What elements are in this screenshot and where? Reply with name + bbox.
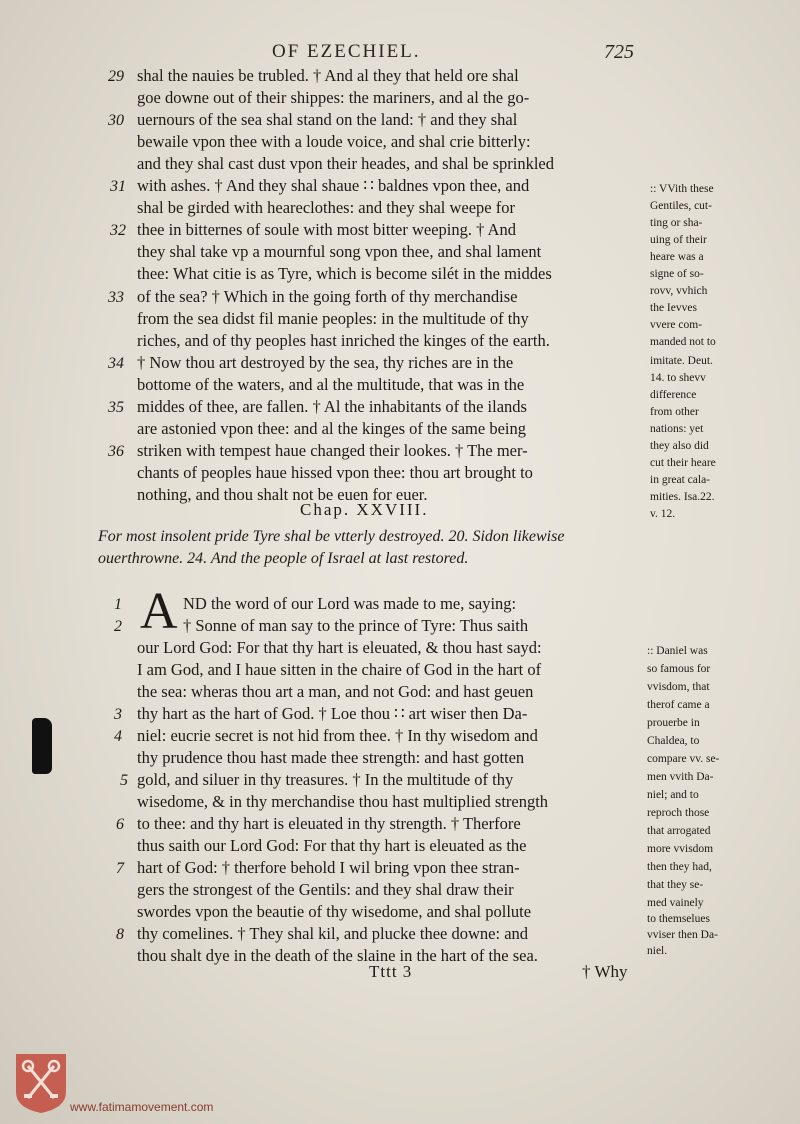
- verse-number: 7: [116, 860, 124, 877]
- watermark-url: www.fatimamovement.com: [70, 1100, 214, 1114]
- text-line: ND the word of our Lord was made to me, saying:: [183, 594, 517, 613]
- note-line: men vvith Da-: [647, 771, 714, 783]
- text-line: the sea: wheras thou art a man, and not God: and hast geuen: [137, 682, 534, 701]
- page-number: 725: [604, 41, 634, 63]
- note-line: rovv, vvhich: [650, 285, 708, 297]
- note-line: 14. to shevv: [650, 372, 706, 384]
- note-line: manded not to: [650, 336, 716, 348]
- note-line: in great cala-: [650, 474, 711, 486]
- note-line: that arrogated: [647, 825, 711, 837]
- verse-number: 8: [116, 926, 124, 943]
- note-line: med vainely: [647, 897, 704, 909]
- chapter-argument: For most insolent pride Tyre shal be vtterly destroyed. 20. Sidon likewise: [98, 528, 565, 545]
- text-line: striken with tempest haue changed their lookes. † The mer-: [137, 441, 528, 460]
- text-line: thee: What citie is as Tyre, which is become silét in the middes: [137, 264, 552, 283]
- text-line: thy prudence thou hast made thee strength: and hast gotten: [137, 748, 525, 767]
- running-head: OF EZECHIEL.: [272, 41, 421, 62]
- drop-cap: A: [140, 583, 178, 640]
- note-line: compare vv. se-: [647, 753, 720, 765]
- note-line: vviser then Da-: [647, 929, 718, 941]
- text-line: bottome of the waters, and al the multitude, that was in the: [137, 375, 525, 394]
- verse-number: 33: [108, 289, 124, 306]
- text-line: our Lord God: For that thy hart is eleuated, & thou hast sayd:: [137, 638, 542, 657]
- verse-number: 31: [110, 178, 126, 195]
- page-header: [0, 41, 800, 65]
- text-line: I am God, and I haue sitten in the chaire of God in the hart of: [137, 660, 542, 679]
- note-line: signe of so-: [650, 268, 704, 280]
- text-line: goe downe out of their shippes: the mariners, and al the go-: [137, 88, 530, 107]
- verse-number: 34: [108, 355, 124, 372]
- note-line: uing of their: [650, 234, 707, 246]
- text-line: of the sea? † Which in the going forth of thy merchandise: [137, 287, 518, 306]
- verse-number: 3: [114, 706, 122, 723]
- note-line: imitate. Deut.: [650, 355, 713, 367]
- text-line: are astonied vpon thee: and al the kinges of the same being: [137, 419, 526, 438]
- verse-number: 6: [116, 816, 124, 833]
- catchword: † Why: [582, 962, 628, 981]
- text-line: † Now thou art destroyed by the sea, thy riches are in the: [137, 353, 514, 372]
- note-line: from other: [650, 406, 699, 418]
- note-line: :: VVith these: [650, 183, 714, 195]
- text-line: niel: eucrie secret is not hid from thee. † In thy wisedom and: [137, 726, 538, 745]
- chapter-heading: Chap. XXVIII.: [300, 500, 429, 519]
- text-line: from the sea didst fil manie peoples: in the multitude of thy: [137, 309, 529, 328]
- papal-keys-logo-icon: [14, 1052, 68, 1114]
- note-line: v. 12.: [650, 508, 676, 520]
- text-line: bewaile vpon thee with a loude voice, and shal crie bitterly:: [137, 132, 531, 151]
- verse-number: 36: [108, 443, 124, 460]
- note-line: niel; and to: [647, 789, 699, 801]
- text-line: and they shal cast dust vpon their heades, and shal be sprinkled: [137, 154, 554, 173]
- note-line: mities. Isa.22.: [650, 491, 715, 503]
- note-line: Chaldea, to: [647, 735, 700, 747]
- note-line: to themselues: [647, 913, 710, 925]
- verse-number: 32: [110, 222, 126, 239]
- note-line: nations: yet: [650, 423, 704, 435]
- verse-number: 2: [114, 618, 122, 635]
- text-line: gers the strongest of the Gentils: and they shal draw their: [137, 880, 514, 899]
- verse-number: 5: [120, 772, 128, 789]
- text-line: swordes vpon the beautie of thy wisedome, and shal pollute: [137, 902, 532, 921]
- note-line: that they se-: [647, 879, 704, 891]
- text-line: thy hart as the hart of God. † Loe thou ∷ art wiser then Da-: [137, 704, 528, 723]
- note-line: ting or sha-: [650, 217, 703, 229]
- note-line: heare was a: [650, 251, 704, 263]
- chapter-argument: ouerthrowne. 24. And the people of Israel at last restored.: [98, 550, 469, 567]
- verse-number: 30: [108, 112, 124, 129]
- signature-mark: Tttt 3: [369, 962, 413, 981]
- text-line: gold, and siluer in thy treasures. † In the multitude of thy: [137, 770, 514, 789]
- note-line: reproch those: [647, 807, 710, 819]
- text-line: thee in bitternes of soule with most bitter weeping. † And: [137, 220, 516, 239]
- text-line: with ashes. † And they shal shaue ∷ baldnes vpon thee, and: [137, 176, 530, 195]
- note-line: niel.: [647, 945, 668, 957]
- text-line: middes of thee, are fallen. † Al the inhabitants of the ilands: [137, 397, 527, 416]
- text-line: chants of peoples haue hissed vpon thee: thou art brought to: [137, 463, 533, 482]
- text-line: shal the nauies be trubled. † And al they that held ore shal: [137, 66, 519, 85]
- note-line: Gentiles, cut-: [650, 200, 712, 212]
- text-line: thy comelines. † They shal kil, and plucke thee downe: and: [137, 924, 529, 943]
- text-line: thus saith our Lord God: For that thy hart is eleuated as the: [137, 836, 527, 855]
- note-line: difference: [650, 389, 697, 401]
- note-line: prouerbe in: [647, 717, 700, 729]
- ink-blot: [32, 718, 52, 774]
- verse-number: 29: [108, 68, 124, 85]
- text-line: shal be girded with heareclothes: and they shal weepe for: [137, 198, 515, 217]
- text-line: † Sonne of man say to the prince of Tyre: Thus saith: [183, 616, 529, 635]
- note-line: therof came a: [647, 699, 710, 711]
- note-line: cut their heare: [650, 457, 716, 469]
- text-line: wisedome, & in thy merchandise thou hast multiplied strength: [137, 792, 549, 811]
- text-line: nothing, and thou shalt not be euen for euer.: [137, 485, 428, 504]
- text-line: uernours of the sea shal stand on the land: † and they shal: [137, 110, 518, 129]
- verse-number: 4: [114, 728, 122, 745]
- verse-number: 1: [114, 596, 122, 613]
- note-line: so famous for: [647, 663, 711, 675]
- note-line: :: Daniel was: [647, 645, 708, 657]
- note-line: then they had,: [647, 861, 712, 873]
- verse-number: 35: [108, 399, 124, 416]
- note-line: more vvisdom: [647, 843, 714, 855]
- note-line: the Ievves: [650, 302, 697, 314]
- note-line: they also did: [650, 440, 709, 452]
- text-line: they shal take vp a mournful song vpon thee, and shal lament: [137, 242, 542, 261]
- text-line: thou shalt dye in the death of the slaine in the hart of the sea.: [137, 946, 538, 965]
- note-line: vvisdom, that: [647, 681, 710, 693]
- text-line: to thee: and thy hart is eleuated in thy strength. † Therfore: [137, 814, 521, 833]
- text-line: riches, and of thy peoples hast inriched the kinges of the earth.: [137, 331, 550, 350]
- note-line: vvere com-: [650, 319, 703, 331]
- text-line: hart of God: † therfore behold I wil bring vpon thee stran-: [137, 858, 520, 877]
